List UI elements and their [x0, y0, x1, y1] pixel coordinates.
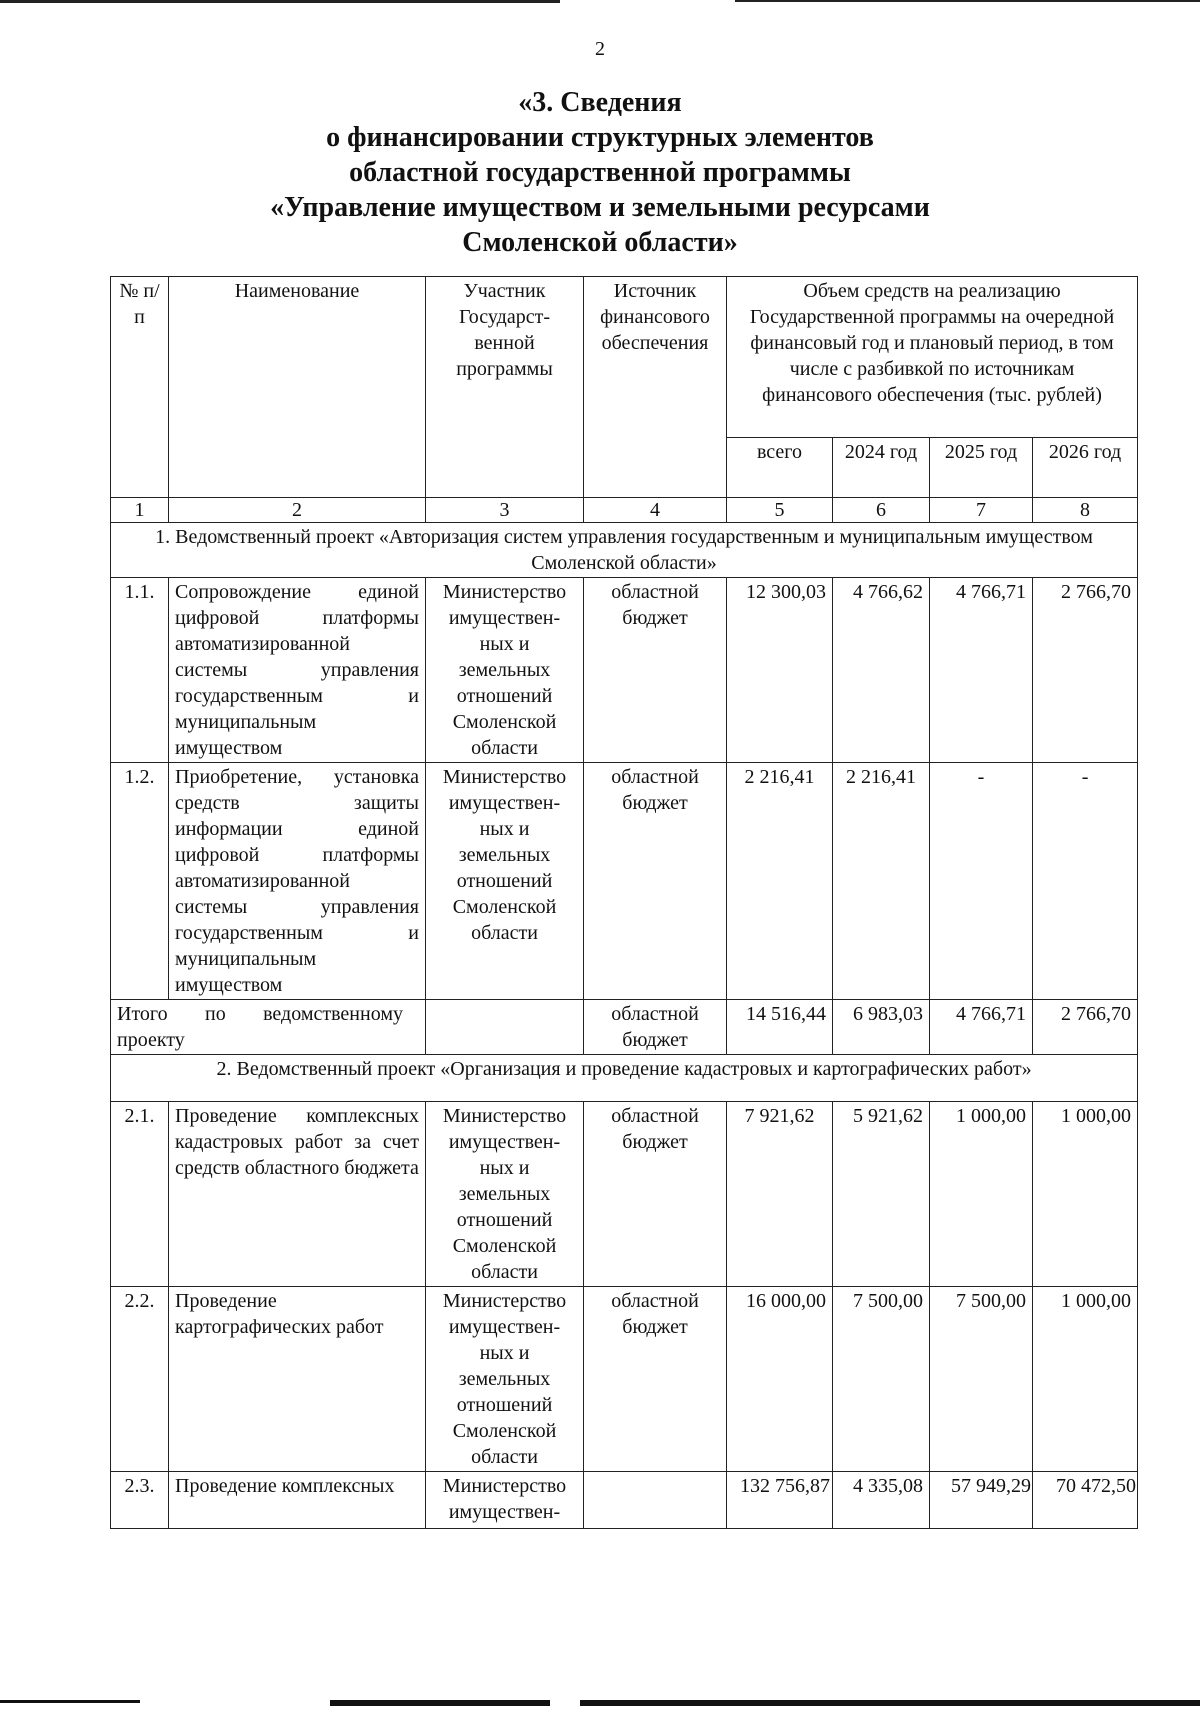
title-line: о финансировании структурных элементов: [326, 122, 874, 153]
document-title: [0, 85, 1200, 260]
row-total: 7 921,62: [727, 1102, 833, 1287]
column-number: 7: [930, 498, 1033, 523]
table-row-1-2: [111, 763, 1138, 1000]
row-source: областной бюджет: [584, 578, 727, 763]
scan-artifact-bottom: [580, 1700, 1200, 1706]
row-2025: 1 000,00: [930, 1102, 1033, 1287]
table-row-2-1: [111, 1102, 1138, 1287]
row-2026: -: [1033, 763, 1138, 1000]
row-2026: 1 000,00: [1033, 1102, 1138, 1287]
header-source: Источник финансового обеспечения: [584, 277, 727, 498]
row-participant: Министерство имуществен-ных и земельных отношений Смоленской области: [426, 763, 584, 1000]
row-name: Проведение комплексных: [169, 1472, 426, 1529]
header-participant: Участник Государст-венной программы: [426, 277, 584, 498]
column-number: 1: [111, 498, 169, 523]
row-source: областной бюджет: [584, 1287, 727, 1472]
scan-artifact-top: [0, 0, 560, 3]
row-2025: 7 500,00: [930, 1287, 1033, 1472]
row-participant: Министерство имуществен-ных и земельных отношений Смоленской области: [426, 1287, 584, 1472]
row-number: 1.1.: [111, 578, 169, 763]
row-total: 12 300,03: [727, 578, 833, 763]
column-number: 8: [1033, 498, 1138, 523]
row-2025: 57 949,29: [930, 1472, 1033, 1529]
section-title: 2. Ведомственный проект «Организация и проведение кадастровых и картографических работ»: [111, 1055, 1138, 1102]
subtotal-participant: [426, 1000, 584, 1055]
header-2025: 2025 год: [930, 438, 1033, 498]
table-row-2-2: [111, 1287, 1138, 1472]
subtotal-2026: 2 766,70: [1033, 1000, 1138, 1055]
subtotal-row-1: [111, 1000, 1138, 1055]
row-2025: 4 766,71: [930, 578, 1033, 763]
column-number: 3: [426, 498, 584, 523]
row-number: 2.2.: [111, 1287, 169, 1472]
column-number: 4: [584, 498, 727, 523]
row-source: [584, 1472, 727, 1529]
title-line: областной государственной программы: [349, 157, 851, 188]
scan-artifact-bottom: [0, 1700, 140, 1703]
table-row-1-1: [111, 578, 1138, 763]
row-source: областной бюджет: [584, 1102, 727, 1287]
row-2025: -: [930, 763, 1033, 1000]
section-row-1: [111, 523, 1138, 578]
scan-artifact-bottom: [330, 1700, 550, 1706]
title-line: Смоленской области»: [462, 227, 738, 258]
header-row: [111, 277, 1138, 438]
scan-artifact-top-right: [735, 0, 1200, 2]
subtotal-label-text: Итого по ведомственному проекту: [117, 1003, 403, 1051]
row-2024: 4 335,08: [833, 1472, 930, 1529]
row-2026: 70 472,50: [1033, 1472, 1138, 1529]
header-2026: 2026 год: [1033, 438, 1138, 498]
row-number: 2.1.: [111, 1102, 169, 1287]
header-total: всего: [727, 438, 833, 498]
row-number: 2.3.: [111, 1472, 169, 1529]
row-total: 132 756,87: [727, 1472, 833, 1529]
header-2024: 2024 год: [833, 438, 930, 498]
row-2024: 4 766,62: [833, 578, 930, 763]
page-number: 2: [595, 38, 605, 60]
header-num: № п/п: [111, 277, 169, 498]
row-participant: Министерство имуществен-ных и земельных отношений Смоленской области: [426, 1102, 584, 1287]
subtotal-label: [111, 1000, 426, 1055]
row-name: Сопровождение единой цифровой платформы автоматизированной системы управления государственным и муниципальным имуществом: [169, 578, 426, 763]
title-line: «Управление имуществом и земельными ресурсами: [270, 192, 930, 223]
column-number: 6: [833, 498, 930, 523]
header-volume: Объем средств на реализацию Государственной программы на очередной финансовый год и плановый период, в том числе с разбивкой по источникам финансового обеспечения (тыс. рублей): [727, 277, 1138, 438]
row-total: 16 000,00: [727, 1287, 833, 1472]
row-total: 2 216,41: [727, 763, 833, 1000]
row-participant: Министерство имуществен-ных и земельных отношений Смоленской области: [426, 578, 584, 763]
row-2026: 2 766,70: [1033, 578, 1138, 763]
section-title: 1. Ведомственный проект «Авторизация систем управления государственным и муниципальным имуществом Смоленской области»: [111, 523, 1138, 578]
subtotal-source: областной бюджет: [584, 1000, 727, 1055]
subtotal-2024: 6 983,03: [833, 1000, 930, 1055]
column-number: 2: [169, 498, 426, 523]
row-2024: 7 500,00: [833, 1287, 930, 1472]
row-name: Проведение комплексных кадастровых работ за счет средств областного бюджета: [169, 1102, 426, 1287]
subtotal-total: 14 516,44: [727, 1000, 833, 1055]
row-2024: 2 216,41: [833, 763, 930, 1000]
row-number: 1.2.: [111, 763, 169, 1000]
header-name: Наименование: [169, 277, 426, 498]
row-2026: 1 000,00: [1033, 1287, 1138, 1472]
table-row-2-3: [111, 1472, 1138, 1529]
row-participant: Министерство имуществен-: [426, 1472, 584, 1529]
financing-table: [110, 276, 1138, 1529]
column-number: 5: [727, 498, 833, 523]
column-numbers-row: [111, 498, 1138, 523]
title-line: «3. Сведения: [518, 87, 682, 118]
subtotal-2025: 4 766,71: [930, 1000, 1033, 1055]
row-name: Проведение картографических работ: [169, 1287, 426, 1472]
row-2024: 5 921,62: [833, 1102, 930, 1287]
row-name: Приобретение, установка средств защиты информации единой цифровой платформы автоматизированной системы управления государственным и муниципальным имуществом: [169, 763, 426, 1000]
row-source: областной бюджет: [584, 763, 727, 1000]
section-row-2: [111, 1055, 1138, 1102]
